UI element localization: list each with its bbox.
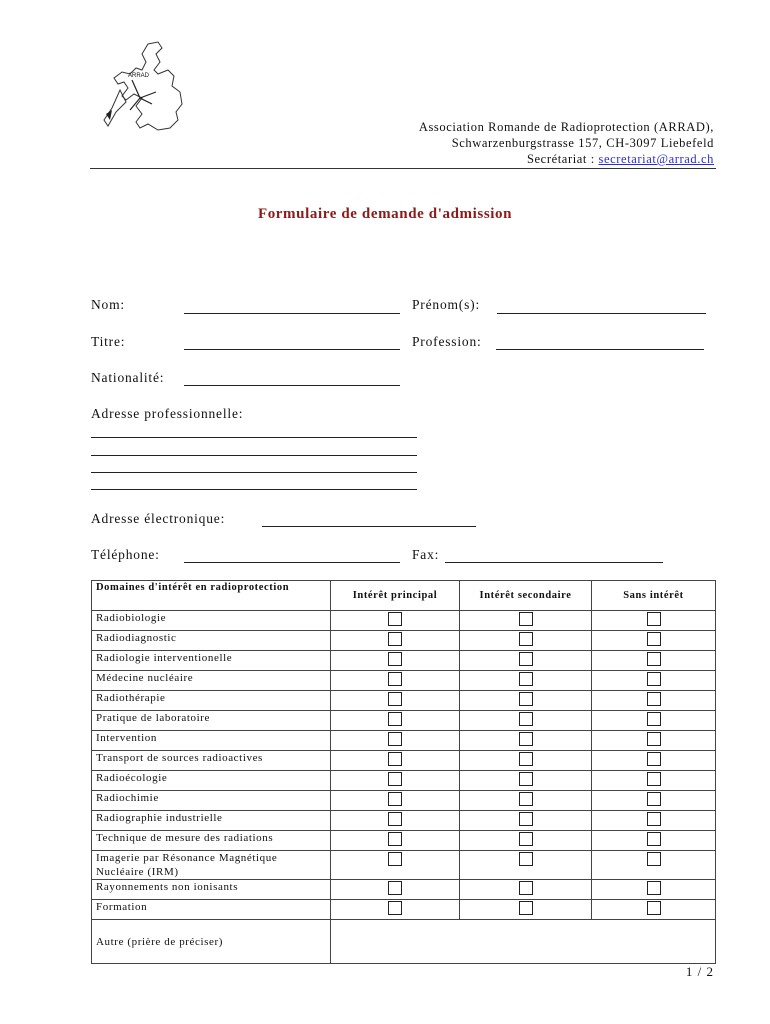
checkbox-sans[interactable] bbox=[647, 852, 661, 866]
cell-principal bbox=[331, 671, 460, 691]
other-input[interactable] bbox=[331, 920, 716, 964]
checkbox-sans[interactable] bbox=[647, 881, 661, 895]
checkbox-principal[interactable] bbox=[388, 812, 402, 826]
cell-secondaire bbox=[460, 811, 592, 831]
cell-principal bbox=[331, 731, 460, 751]
cell-secondaire bbox=[460, 900, 592, 920]
checkbox-sans[interactable] bbox=[647, 772, 661, 786]
checkbox-sans[interactable] bbox=[647, 632, 661, 646]
organisation-address bbox=[419, 119, 714, 167]
secretariat-email-link[interactable]: secretariat@arrad.ch bbox=[598, 152, 714, 166]
checkbox-principal[interactable] bbox=[388, 772, 402, 786]
cell-sans bbox=[592, 811, 716, 831]
domain-label: Radioécologie bbox=[92, 771, 331, 791]
cell-principal bbox=[331, 791, 460, 811]
domain-label: Radiothérapie bbox=[92, 691, 331, 711]
prenom-field[interactable] bbox=[497, 313, 706, 314]
checkbox-secondaire[interactable] bbox=[519, 732, 533, 746]
col-header-secondaire: Intérêt secondaire bbox=[460, 581, 592, 611]
checkbox-sans[interactable] bbox=[647, 812, 661, 826]
domain-label: Imagerie par Résonance Magnétique Nucléaire (IRM) bbox=[92, 851, 331, 880]
fax-field[interactable] bbox=[445, 562, 663, 563]
cell-secondaire bbox=[460, 851, 592, 880]
svg-text:ARRAD: ARRAD bbox=[128, 73, 150, 79]
checkbox-sans[interactable] bbox=[647, 732, 661, 746]
table-row bbox=[92, 731, 716, 751]
header-divider bbox=[90, 168, 716, 169]
cell-secondaire bbox=[460, 751, 592, 771]
domain-label: Médecine nucléaire bbox=[92, 671, 331, 691]
cell-principal bbox=[331, 771, 460, 791]
checkbox-secondaire[interactable] bbox=[519, 712, 533, 726]
table-row bbox=[92, 671, 716, 691]
table-row bbox=[92, 691, 716, 711]
cell-sans bbox=[592, 691, 716, 711]
checkbox-principal[interactable] bbox=[388, 792, 402, 806]
table-row bbox=[92, 631, 716, 651]
domain-label: Radiochimie bbox=[92, 791, 331, 811]
checkbox-secondaire[interactable] bbox=[519, 612, 533, 626]
page-title: Formulaire de demande d'admission bbox=[257, 206, 513, 222]
checkbox-sans[interactable] bbox=[647, 672, 661, 686]
table-header-row bbox=[92, 581, 716, 611]
cell-sans bbox=[592, 611, 716, 631]
cell-secondaire bbox=[460, 691, 592, 711]
nationalite-label: Nationalité: bbox=[91, 370, 165, 385]
checkbox-principal[interactable] bbox=[388, 672, 402, 686]
table-row bbox=[92, 651, 716, 671]
checkbox-secondaire[interactable] bbox=[519, 652, 533, 666]
checkbox-principal[interactable] bbox=[388, 632, 402, 646]
checkbox-secondaire[interactable] bbox=[519, 632, 533, 646]
cell-sans bbox=[592, 651, 716, 671]
checkbox-principal[interactable] bbox=[388, 732, 402, 746]
cell-sans bbox=[592, 771, 716, 791]
nom-field[interactable] bbox=[184, 313, 400, 314]
checkbox-secondaire[interactable] bbox=[519, 812, 533, 826]
cell-secondaire bbox=[460, 771, 592, 791]
page-number: 1 / 2 bbox=[685, 964, 714, 979]
cell-sans bbox=[592, 880, 716, 900]
cell-sans bbox=[592, 711, 716, 731]
table-row bbox=[92, 611, 716, 631]
cell-principal bbox=[331, 691, 460, 711]
cell-sans bbox=[592, 631, 716, 651]
checkbox-principal[interactable] bbox=[388, 901, 402, 915]
checkbox-principal[interactable] bbox=[388, 612, 402, 626]
cell-sans bbox=[592, 831, 716, 851]
checkbox-principal[interactable] bbox=[388, 852, 402, 866]
cell-principal bbox=[331, 611, 460, 631]
domain-label: Radiodiagnostic bbox=[92, 631, 331, 651]
adresse-pro-label: Adresse professionnelle: bbox=[91, 406, 244, 421]
checkbox-sans[interactable] bbox=[647, 652, 661, 666]
checkbox-principal[interactable] bbox=[388, 692, 402, 706]
cell-principal bbox=[331, 900, 460, 920]
table-row bbox=[92, 791, 716, 811]
cell-secondaire bbox=[460, 611, 592, 631]
cell-principal bbox=[331, 631, 460, 651]
profession-label: Profession: bbox=[412, 334, 482, 349]
telephone-label: Téléphone: bbox=[91, 547, 160, 562]
cell-principal bbox=[331, 811, 460, 831]
checkbox-principal[interactable] bbox=[388, 752, 402, 766]
checkbox-secondaire[interactable] bbox=[519, 901, 533, 915]
table-row-other bbox=[92, 920, 716, 964]
checkbox-principal[interactable] bbox=[388, 652, 402, 666]
org-address-line: Schwarzenburgstrasse 157, CH-3097 Liebefeld bbox=[451, 136, 714, 150]
checkbox-sans[interactable] bbox=[647, 612, 661, 626]
adresse-pro-line-3[interactable] bbox=[91, 472, 417, 473]
checkbox-secondaire[interactable] bbox=[519, 752, 533, 766]
col-header-principal: Intérêt principal bbox=[331, 581, 460, 611]
checkbox-secondaire[interactable] bbox=[519, 772, 533, 786]
checkbox-principal[interactable] bbox=[388, 832, 402, 846]
table-row bbox=[92, 851, 716, 880]
domain-label: Radiobiologie bbox=[92, 611, 331, 631]
cell-principal bbox=[331, 880, 460, 900]
domain-label: Radiographie industrielle bbox=[92, 811, 331, 831]
cell-secondaire bbox=[460, 711, 592, 731]
cell-principal bbox=[331, 851, 460, 880]
domain-label: Transport de sources radioactives bbox=[92, 751, 331, 771]
cell-principal bbox=[331, 651, 460, 671]
cell-sans bbox=[592, 791, 716, 811]
cell-secondaire bbox=[460, 831, 592, 851]
checkbox-sans[interactable] bbox=[647, 792, 661, 806]
table-row bbox=[92, 711, 716, 731]
checkbox-sans[interactable] bbox=[647, 752, 661, 766]
cell-principal bbox=[331, 711, 460, 731]
cell-secondaire bbox=[460, 880, 592, 900]
org-name-line: Association Romande de Radioprotection (ARRAD), bbox=[418, 120, 714, 134]
nom-label: Nom: bbox=[91, 297, 125, 312]
domain-label: Formation bbox=[92, 900, 331, 920]
checkbox-sans[interactable] bbox=[647, 901, 661, 915]
cell-secondaire bbox=[460, 671, 592, 691]
cell-sans bbox=[592, 751, 716, 771]
checkbox-sans[interactable] bbox=[647, 832, 661, 846]
table-row bbox=[92, 811, 716, 831]
adresse-pro-line-1[interactable] bbox=[91, 437, 417, 438]
checkbox-sans[interactable] bbox=[647, 692, 661, 706]
cell-principal bbox=[331, 831, 460, 851]
telephone-field[interactable] bbox=[184, 562, 400, 563]
nationalite-field[interactable] bbox=[184, 385, 400, 386]
adresse-elec-field[interactable] bbox=[262, 526, 476, 527]
cell-secondaire bbox=[460, 631, 592, 651]
checkbox-secondaire[interactable] bbox=[519, 832, 533, 846]
cell-principal bbox=[331, 751, 460, 771]
profession-field[interactable] bbox=[496, 349, 704, 350]
other-label: Autre (prière de préciser) bbox=[92, 920, 331, 964]
col-header-sans: Sans intérêt bbox=[592, 581, 716, 611]
checkbox-secondaire[interactable] bbox=[519, 692, 533, 706]
secretariat-label: Secrétariat : bbox=[526, 152, 599, 166]
domain-label: Intervention bbox=[92, 731, 331, 751]
cell-sans bbox=[592, 900, 716, 920]
domain-label: Technique de mesure des radiations bbox=[92, 831, 331, 851]
checkbox-secondaire[interactable] bbox=[519, 852, 533, 866]
titre-field[interactable] bbox=[184, 349, 400, 350]
table-row bbox=[92, 771, 716, 791]
checkbox-secondaire[interactable] bbox=[519, 672, 533, 686]
cell-secondaire bbox=[460, 731, 592, 751]
adresse-elec-label: Adresse électronique: bbox=[91, 511, 226, 526]
map-logo-icon bbox=[96, 40, 186, 132]
col-header-domain: Domaines d'intérêt en radioprotection bbox=[92, 581, 331, 611]
checkbox-secondaire[interactable] bbox=[519, 792, 533, 806]
cell-secondaire bbox=[460, 791, 592, 811]
table-row bbox=[92, 831, 716, 851]
secretariat-line bbox=[419, 151, 714, 167]
cell-sans bbox=[592, 671, 716, 691]
fax-label: Fax: bbox=[412, 547, 440, 562]
table-row bbox=[92, 751, 716, 771]
domain-label: Pratique de laboratoire bbox=[92, 711, 331, 731]
prenom-label: Prénom(s): bbox=[412, 297, 480, 312]
adresse-pro-line-2[interactable] bbox=[91, 455, 417, 456]
titre-label: Titre: bbox=[91, 334, 126, 349]
table-row bbox=[92, 880, 716, 900]
checkbox-sans[interactable] bbox=[647, 712, 661, 726]
interest-table bbox=[91, 580, 716, 964]
table-row bbox=[92, 900, 716, 920]
adresse-pro-line-4[interactable] bbox=[91, 489, 417, 490]
checkbox-principal[interactable] bbox=[388, 712, 402, 726]
cell-sans bbox=[592, 851, 716, 880]
cell-sans bbox=[592, 731, 716, 751]
checkbox-principal[interactable] bbox=[388, 881, 402, 895]
checkbox-secondaire[interactable] bbox=[519, 881, 533, 895]
domain-label: Radiologie interventionelle bbox=[92, 651, 331, 671]
domain-label: Rayonnements non ionisants bbox=[92, 880, 331, 900]
cell-secondaire bbox=[460, 651, 592, 671]
arrad-logo bbox=[96, 40, 186, 132]
